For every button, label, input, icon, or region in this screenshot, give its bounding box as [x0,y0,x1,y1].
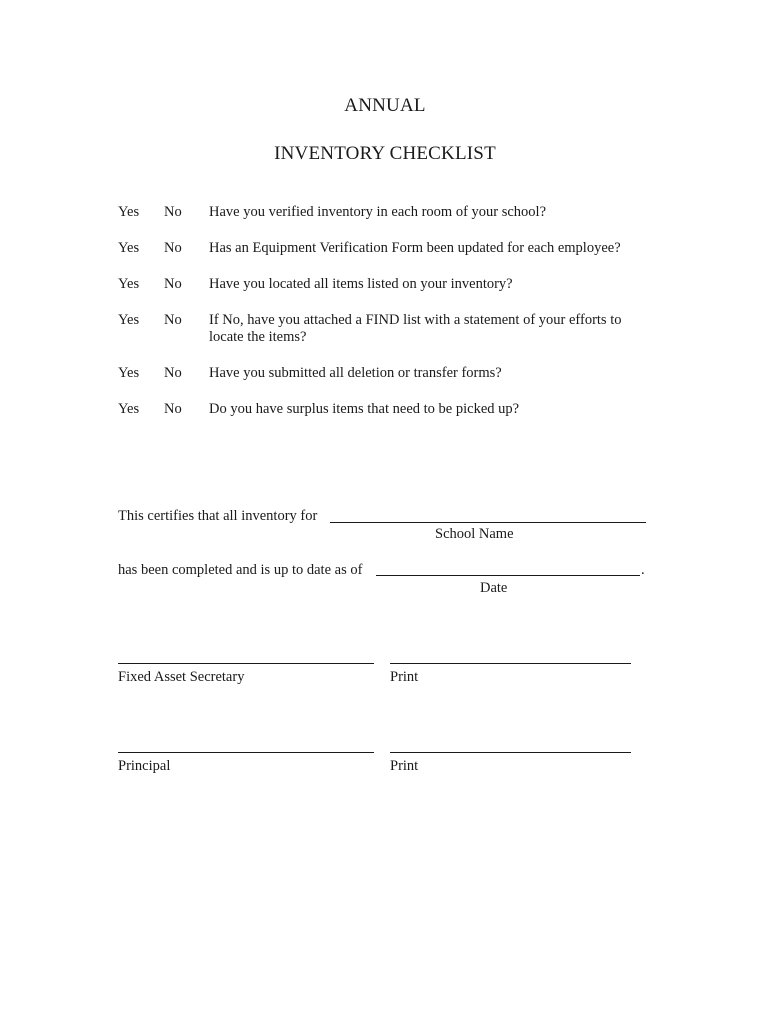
no-option[interactable]: No [164,240,182,256]
no-option[interactable]: No [164,365,182,381]
school-name-caption: School Name [435,526,514,542]
checklist-question: Have you submitted all deletion or transfer forms? [209,365,502,381]
secretary-print-line[interactable] [390,663,631,664]
checklist-question: If No, have you attached a FIND list with a statement of your efforts to locate the items? [209,312,622,345]
print-caption: Print [390,758,419,774]
no-option[interactable]: No [164,401,182,417]
certification-text: This certifies that all inventory for [118,508,318,524]
print-caption: Print [390,669,419,685]
completion-period: . [641,562,645,578]
no-option[interactable]: No [164,204,182,220]
document-title-annual: ANNUAL [344,95,426,116]
date-field[interactable] [376,575,640,576]
principal-signature-line[interactable] [118,752,374,753]
principal-caption: Principal [118,758,171,774]
checklist-question: Has an Equipment Verification Form been updated for each employee? [209,240,621,256]
completion-text: has been completed and is up to date as of [118,562,363,578]
yes-option[interactable]: Yes [118,312,140,328]
document-title-checklist: INVENTORY CHECKLIST [274,143,496,164]
no-option[interactable]: No [164,276,182,292]
yes-option[interactable]: Yes [118,240,140,256]
checklist-question: Do you have surplus items that need to be picked up? [209,401,520,417]
secretary-signature-line[interactable] [118,663,374,664]
yes-option[interactable]: Yes [118,276,140,292]
principal-print-line[interactable] [390,752,631,753]
school-name-field[interactable] [330,522,646,523]
yes-option[interactable]: Yes [118,204,140,220]
yes-option[interactable]: Yes [118,365,140,381]
checklist-question: Have you located all items listed on your inventory? [209,276,513,292]
no-option[interactable]: No [164,312,182,328]
checklist-question: Have you verified inventory in each room of your school? [209,204,547,220]
yes-option[interactable]: Yes [118,401,140,417]
date-caption: Date [480,580,508,596]
secretary-caption: Fixed Asset Secretary [118,669,245,685]
